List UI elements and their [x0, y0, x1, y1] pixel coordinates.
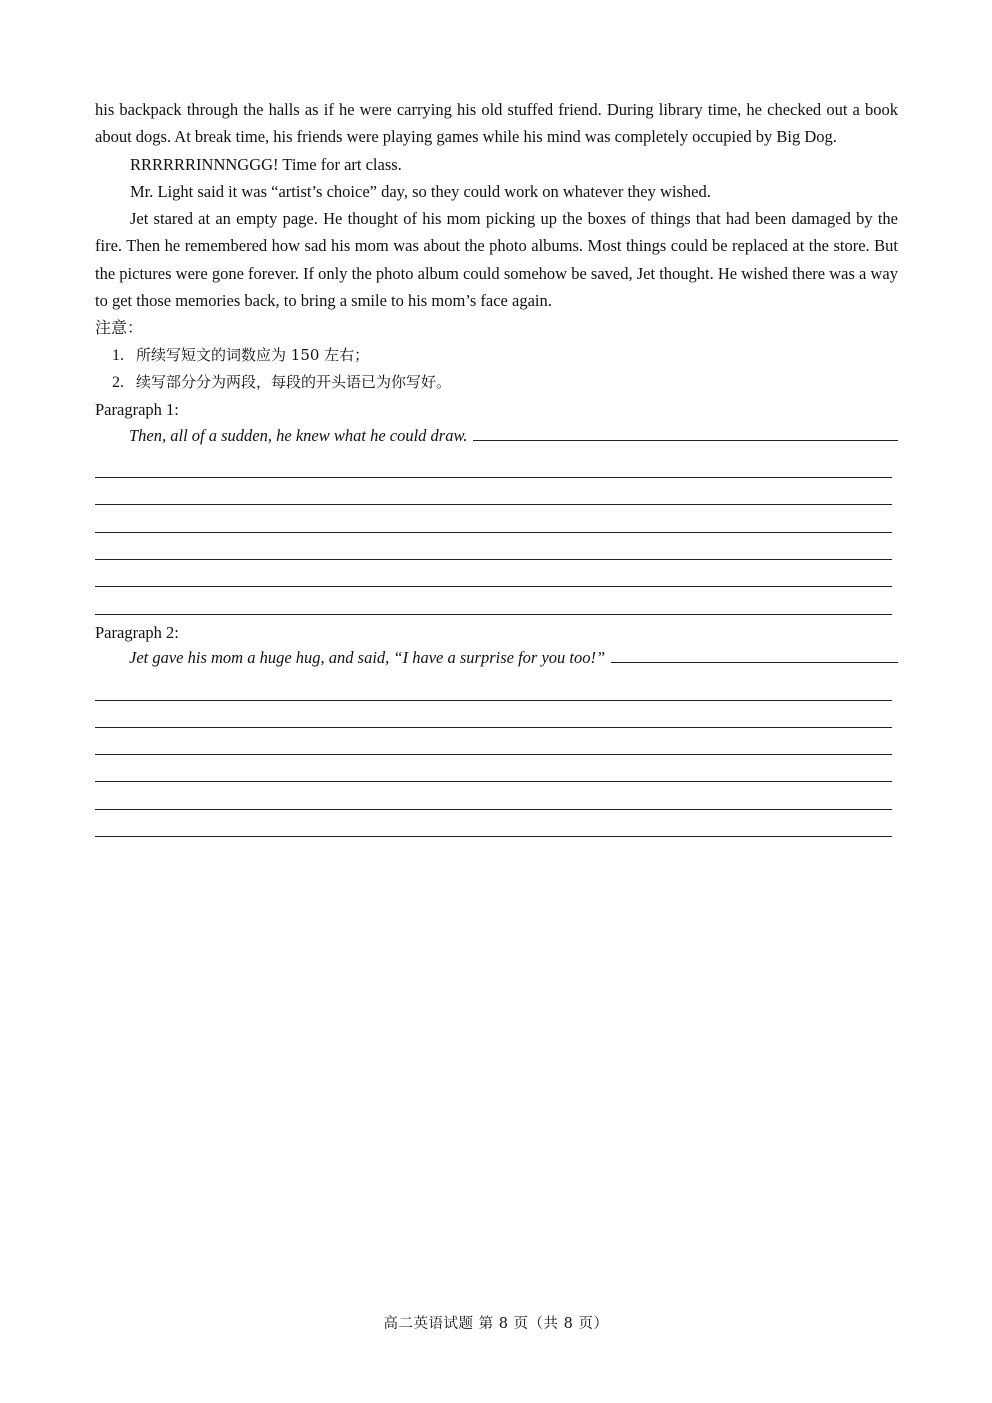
paragraph-1-label: Paragraph 1:: [95, 400, 179, 420]
paragraph-2-label: Paragraph 2:: [95, 622, 179, 642]
paragraph-2-starter-row: [95, 646, 898, 673]
writing-line[interactable]: [95, 755, 892, 782]
paragraph-2-starter: Jet gave his mom a huge hug, and said, “I have a surprise for you too!”: [129, 647, 606, 667]
passage-paragraph-1: his backpack through the halls as if he were carrying his old stuffed friend. During library time, he checked out a book about dogs. At break time, his friends were playing games while his mind was completely occupied by Big Dog.: [95, 100, 898, 147]
writing-line[interactable]: [95, 810, 892, 837]
writing-line[interactable]: [473, 424, 898, 441]
writing-line[interactable]: [95, 560, 892, 587]
writing-line[interactable]: [95, 701, 892, 728]
writing-line[interactable]: [95, 505, 892, 532]
writing-line[interactable]: [95, 451, 892, 478]
writing-line[interactable]: [95, 782, 892, 809]
passage-paragraph-3: Mr. Light said it was “artist’s choice” day, so they could work on whatever they wished.: [130, 181, 711, 201]
paragraph-1-starter-row: [95, 424, 898, 451]
writing-line[interactable]: [95, 673, 892, 700]
note-text: 续写部分分为两段，每段的开头语已为你写好。: [136, 372, 452, 391]
passage-paragraph-4: Jet stared at an empty page. He thought of his mom picking up the boxes of things that had been damaged by the fire. Then he remembered how sad his mom was about the photo albums. Most things could be replaced at the store. But the pictures were gone forever. If only the photo album could somehow be saved, Jet thought. He wished there was a way to get those memories back, to bring a smile to his mom’s face again.: [95, 209, 898, 311]
note-number: 2.: [112, 373, 124, 391]
writing-line[interactable]: [95, 533, 892, 560]
writing-line[interactable]: [95, 587, 892, 614]
note-number: 1.: [112, 346, 124, 364]
writing-line[interactable]: [95, 728, 892, 755]
writing-line[interactable]: [611, 646, 898, 663]
page-footer: 高二英语试题 第 8 页（共 8 页）: [383, 1316, 609, 1332]
writing-line[interactable]: [95, 478, 892, 505]
note-text: 所续写短文的词数应为 150 左右；: [136, 345, 370, 364]
note-item-2: [112, 369, 898, 396]
page-content: [95, 96, 898, 837]
notes-heading: 注意：: [95, 318, 144, 338]
note-item-1: [112, 342, 898, 369]
passage-paragraph-2: RRRRRRINNNGGG! Time for art class.: [130, 154, 402, 174]
paragraph-1-starter: Then, all of a sudden, he knew what he could draw.: [129, 425, 468, 445]
